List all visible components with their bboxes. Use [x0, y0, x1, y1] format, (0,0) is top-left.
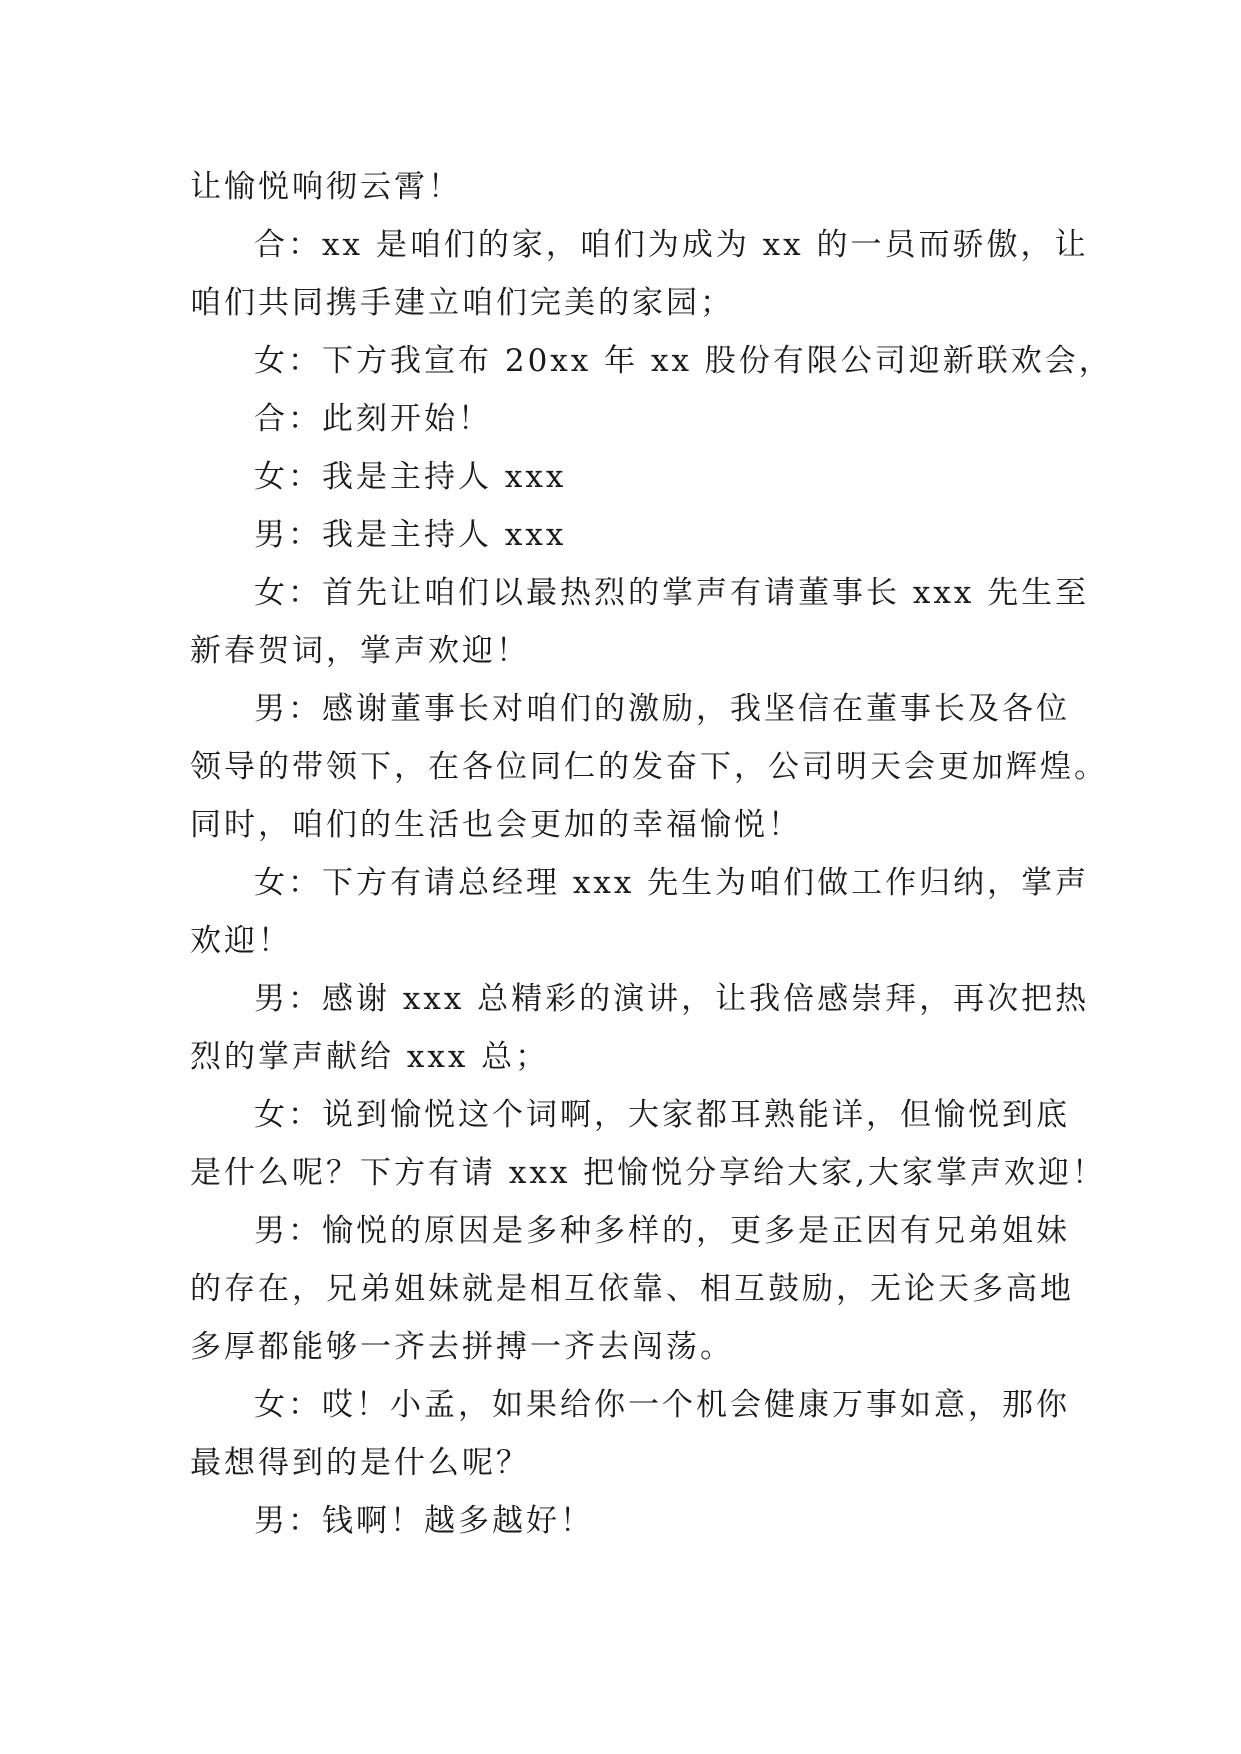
text-line: 女：下方有请总经理 xxx 先生为咱们做工作归纳，掌声: [254, 865, 1090, 901]
text-line: 女：首先让咱们以最热烈的掌声有请董事长 xxx 先生至: [254, 575, 1090, 611]
text-line: 最想得到的是什么呢？: [190, 1445, 530, 1481]
text-line: 女：下方我宣布 20xx 年 xx 股份有限公司迎新联欢会，: [254, 343, 1113, 379]
text-line: 多厚都能够一齐去拼搏一齐去闯荡。: [190, 1329, 734, 1365]
text-line: 女：哎！小孟，如果给你一个机会健康万事如意，那你: [254, 1387, 1070, 1423]
text-line: 欢迎！: [190, 923, 292, 959]
text-line: 让愉悦响彻云霄！: [190, 169, 462, 205]
text-line: 男：感谢 xxx 总精彩的演讲，让我倍感崇拜，再次把热: [254, 981, 1090, 1017]
text-line: 同时，咱们的生活也会更加的幸福愉悦！: [190, 807, 802, 843]
text-line: 男：愉悦的原因是多种多样的，更多是正因有兄弟姐妹: [254, 1213, 1070, 1249]
text-line: 女：说到愉悦这个词啊，大家都耳熟能详，但愉悦到底: [254, 1097, 1070, 1133]
text-line: 女：我是主持人 xxx: [254, 459, 567, 495]
document-body: [190, 158, 1113, 1550]
text-line: 的存在，兄弟姐妹就是相互依靠、相互鼓励，无论天多高地: [190, 1271, 1074, 1307]
text-line: 男：感谢董事长对咱们的激励，我坚信在董事长及各位: [254, 691, 1070, 727]
text-line: 烈的掌声献给 xxx 总；: [190, 1039, 550, 1075]
text-line: 合：此刻开始！: [254, 401, 492, 437]
text-line: 新春贺词，掌声欢迎！: [190, 633, 530, 669]
text-line: 男：我是主持人 xxx: [254, 517, 567, 553]
text-line: 领导的带领下，在各位同仁的发奋下，公司明天会更加辉煌。: [190, 749, 1108, 785]
text-line: 男：钱啊！越多越好！: [254, 1503, 594, 1539]
text-line: 合：xx 是咱们的家，咱们为成为 xx 的一员而骄傲，让: [254, 227, 1089, 263]
text-line: 咱们共同携手建立咱们完美的家园；: [190, 285, 734, 321]
text-line: 是什么呢？下方有请 xxx 把愉悦分享给大家,大家掌声欢迎！: [190, 1155, 1107, 1191]
